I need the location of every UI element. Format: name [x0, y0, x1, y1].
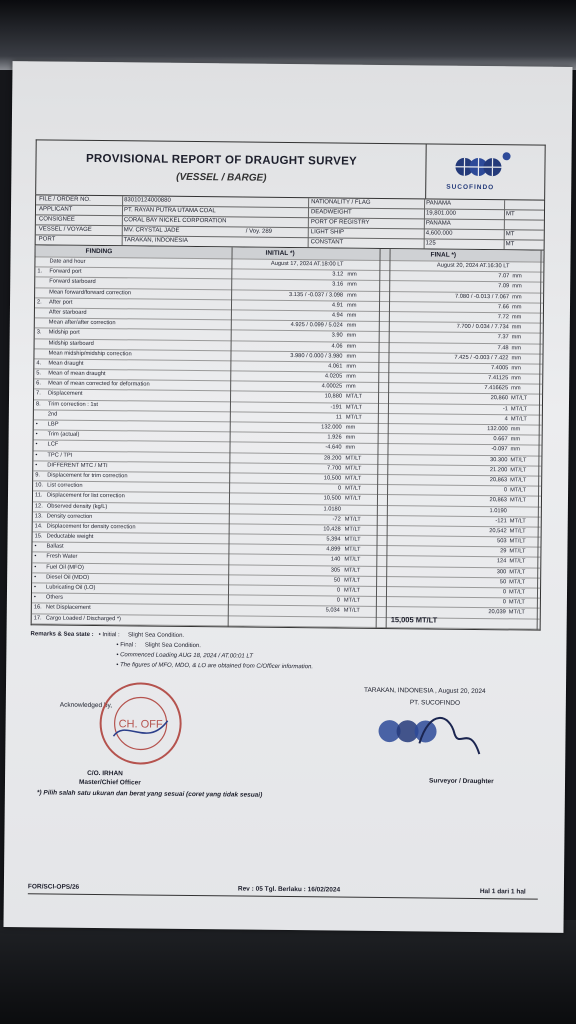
initial-value: 305 [330, 567, 341, 574]
final-value: 21.200 [489, 466, 508, 474]
initial-unit: MT/LT [344, 516, 361, 523]
info-value: MV. CRYSTAL JADE [123, 227, 180, 234]
final-unit: MT/LT [509, 538, 526, 545]
remarks-note-2: • The figures of MFO, MDO, & LO are obtained from C/Officer information. [116, 661, 314, 671]
row-number: 13. [34, 513, 43, 520]
initial-unit: MT/LT [344, 567, 361, 574]
final-unit: mm [511, 375, 521, 382]
row-number: 12. [34, 502, 43, 509]
info-value: CORAL BAY NICKEL CORPORATION [123, 217, 227, 225]
row-number: 2. [36, 299, 42, 306]
remarks-final: Slight Sea Condition. [144, 642, 201, 649]
info-label-right: PORT OF REGISTRY [310, 219, 370, 226]
final-unit: MT/LT [510, 456, 527, 464]
row-label: Midship port [48, 329, 80, 337]
info-value: 83010124000880 [124, 197, 171, 204]
final-value: -0.097 [491, 446, 508, 453]
row-number: 4. [36, 360, 42, 367]
row-number: 6. [36, 380, 41, 387]
final-value: 7.07 [498, 273, 510, 280]
remarks-initial: Slight Sea Condition. [128, 632, 185, 639]
initial-unit: mm [346, 343, 357, 350]
info-label: VESSEL / VOYAGE [38, 226, 92, 233]
initial-value: 28.200 [323, 454, 342, 462]
final-unit: mm [512, 283, 522, 290]
row-number: • [35, 421, 38, 428]
row-label: Diesel Oil (MDO) [46, 574, 90, 581]
initial-unit: mm [347, 281, 357, 289]
initial-unit: MT/LT [343, 597, 360, 604]
row-number: 16. [33, 604, 42, 611]
acknowledged-label: Acknowledged by, [59, 701, 113, 709]
initial-unit: MT/LT [345, 414, 362, 421]
initial-value: 3.90 [331, 332, 343, 339]
initial-unit: MT/LT [345, 404, 362, 411]
initial-unit: MT/LT [344, 577, 361, 584]
final-value: 7.66 [497, 303, 510, 311]
initial-value: 4.06 [331, 342, 343, 350]
initial-value: 3.980 / 0.000 / 3.980 [290, 352, 343, 360]
final-unit: MT/LT [511, 395, 528, 402]
header-final: FINAL *) [430, 251, 457, 259]
initial-value: 4.00025 [321, 383, 343, 390]
final-value: 7.37 [497, 334, 509, 341]
initial-value: 50 [333, 577, 341, 584]
final-value: August 20, 2024 AT.16:30 LT [436, 262, 510, 270]
row-number: 9. [35, 472, 40, 479]
initial-value: -72 [332, 516, 341, 523]
row-label: Displacement [48, 390, 83, 398]
initial-value: 10,500 [323, 475, 342, 482]
initial-unit: mm [346, 312, 357, 319]
row-label: Mean after/after correction [48, 319, 116, 327]
final-value: 7.700 / 0.034 / 7.734 [456, 323, 509, 331]
final-unit: mm [510, 426, 521, 433]
footnote: *) Pilih salah satu ukuran dan berat yang sesuai (coret yang tidak sesuai) [36, 789, 263, 799]
final-value: 30.300 [489, 456, 508, 463]
row-label: After starboard [48, 309, 87, 316]
row-label: Forward port [49, 268, 82, 276]
row-label: Mean of mean draught [48, 370, 106, 378]
row-label: 2nd [47, 411, 58, 418]
final-unit: MT/LT [508, 599, 525, 606]
final-unit: mm [511, 324, 522, 331]
final-value: 124 [496, 558, 507, 565]
final-unit: MT/LT [510, 405, 527, 413]
initial-value: 1.926 [327, 434, 342, 441]
initial-value: 0 [336, 597, 340, 604]
info-unit: MT [505, 241, 515, 248]
final-value: 7.4005 [490, 364, 509, 372]
row-number: 14. [34, 523, 43, 530]
initial-unit: mm [345, 424, 356, 431]
info-unit: MT [505, 211, 515, 218]
final-unit: MT/LT [509, 518, 526, 525]
final-unit: mm [512, 273, 522, 280]
initial-unit: MT/LT [345, 465, 362, 472]
initial-unit: MT/LT [343, 607, 360, 615]
info-label: CONSIGNEE [38, 216, 75, 223]
row-number: • [35, 451, 38, 458]
initial-value: -4.640 [325, 444, 342, 451]
header-initial: INITIAL *) [265, 249, 295, 258]
final-value: 300 [496, 568, 507, 575]
info-unit: MT [505, 231, 515, 238]
final-value: 50 [499, 579, 507, 586]
final-value: 0.667 [493, 436, 508, 443]
vessel-info-grid [35, 194, 546, 250]
report-content [29, 139, 546, 799]
row-label: Forward starboard [49, 278, 96, 286]
final-unit: MT/LT [510, 477, 527, 484]
info-value: TARAKAN, INDONESIA [123, 237, 188, 244]
initial-unit: mm [346, 383, 356, 390]
report-header [35, 139, 546, 199]
row-label: Mean forward/forward correction [49, 289, 132, 296]
background-top [0, 0, 576, 70]
initial-value: 7.700 [327, 465, 342, 472]
row-label: Deductable weight [46, 533, 94, 541]
background-bottom [0, 920, 576, 1024]
info-label-right: CONSTANT [310, 239, 344, 246]
final-value: 132.000 [487, 426, 508, 433]
final-unit: MT/LT [510, 467, 527, 474]
initial-unit: MT/LT [344, 557, 361, 564]
initial-value: 132.000 [321, 424, 342, 431]
final-value: 7.41125 [488, 375, 509, 382]
surveyor-signature-icon [359, 703, 490, 764]
row-label: Fuel Oil (MFO) [46, 564, 84, 571]
logo-box [425, 144, 545, 199]
info-value-right: PANAMA [426, 200, 452, 207]
info-value-right: PANAMA [425, 220, 451, 227]
final-value: 1.0190 [489, 507, 507, 514]
info-label-right: NATIONALITY / FLAG [311, 199, 371, 206]
final-value: 0 [503, 487, 508, 494]
info-voyage: / Voy. 289 [245, 228, 273, 235]
final-unit: MT/LT [509, 548, 526, 555]
row-label: Mean midship/midship correction [48, 350, 132, 358]
info-label: FILE / ORDER NO. [39, 196, 91, 203]
initial-value: -191 [330, 404, 342, 411]
final-unit: mm [511, 304, 522, 311]
info-value: PT. RAYAN PUTRA UTAMA COAL [123, 207, 216, 215]
remarks-label: Remarks & Sea state : [30, 631, 94, 638]
initial-unit: MT/LT [344, 546, 361, 554]
final-value: 20,542 [489, 527, 507, 535]
row-number: 7. [36, 390, 41, 397]
initial-unit: MT/LT [343, 587, 361, 594]
row-number: • [34, 543, 37, 550]
final-unit: mm [511, 314, 522, 321]
initial-unit: mm [346, 363, 356, 370]
final-value: 20,863 [489, 497, 508, 504]
initial-value: 11 [335, 414, 342, 421]
row-label: Others [45, 594, 64, 601]
initial-value: 5,394 [326, 536, 341, 543]
initial-value: 0 [336, 587, 341, 594]
info-value-right: 4,600.000 [425, 230, 453, 237]
row-number: • [35, 431, 38, 438]
initial-value: 3.16 [332, 281, 344, 288]
initial-value: 10,880 [324, 393, 343, 400]
page-footer [27, 883, 538, 896]
row-label: Fresh Water [46, 553, 78, 561]
final-unit: MT/LT [509, 497, 527, 504]
final-unit: mm [511, 344, 522, 351]
initial-value: 3.135 / -0.037 / 3.098 [289, 291, 344, 299]
initial-unit: mm [347, 271, 357, 278]
company-name: PT. SUCOFINDO [409, 699, 461, 707]
form-code: FOR/SCI-OPS/26 [27, 883, 80, 891]
row-label: Cargo Loaded / Discharged *) [45, 615, 121, 622]
initial-unit: mm [345, 444, 356, 452]
initial-unit: MT/LT [344, 536, 361, 543]
initial-value: 140 [330, 556, 341, 563]
initial-value: August 17, 2024 AT.18:00 LT [270, 260, 344, 268]
initial-value: 0 [337, 485, 342, 492]
final-value: 7.416625 [484, 385, 509, 392]
final-value: 20,860 [490, 395, 509, 402]
officer-title: Master/Chief Officer [78, 778, 141, 787]
final-unit: MT/LT [508, 609, 525, 616]
final-value: 7.080 / -0.013 / 7.067 [455, 293, 510, 300]
row-number: 1. [37, 268, 43, 275]
row-label: Mean draught [48, 360, 84, 367]
row-label: Midship starboard [48, 339, 94, 347]
final-value: 7.425 / -0.003 / 7.422 [454, 354, 509, 361]
row-number: • [33, 594, 36, 601]
initial-value: 4.91 [331, 302, 344, 309]
info-value-right: 125 [425, 240, 436, 247]
initial-unit: mm [347, 292, 357, 299]
initial-unit: MT/LT [344, 526, 361, 533]
initial-value: 4.061 [328, 363, 343, 370]
final-value: 0 [502, 599, 506, 606]
remarks-note-1: • Commenced Loading AUG 18, 2024 / AT.00:01 LT [116, 651, 254, 660]
initial-unit: mm [345, 434, 356, 441]
initial-unit: MT/LT [345, 455, 362, 462]
final-unit: mm [511, 334, 522, 341]
info-value-right: 19,801.000 [425, 210, 457, 217]
row-label: Displacement for density correction [46, 523, 136, 531]
remarks-final-label: • Final : [116, 641, 137, 649]
page-number: Hal 1 dari 1 hal [479, 888, 526, 896]
footer-line [28, 893, 538, 899]
row-number: 10. [35, 482, 44, 489]
final-unit: mm [511, 355, 521, 362]
initial-unit: MT/LT [345, 475, 362, 482]
row-label: TPC / TPI [47, 452, 73, 459]
final-unit: MT/LT [509, 568, 526, 576]
row-number: • [34, 553, 37, 560]
signature-section [29, 669, 540, 799]
row-label: Observed density (kg/L) [46, 502, 108, 510]
initial-unit: mm [346, 332, 357, 340]
final-unit: MT/LT [509, 558, 526, 565]
row-number: 5. [36, 370, 42, 377]
initial-value: 4,899 [326, 546, 341, 553]
sucofindo-logo-icon [426, 144, 544, 185]
initial-unit: mm [346, 322, 357, 329]
initial-value: 5,034 [325, 607, 340, 614]
row-label: Trim (actual) [47, 431, 80, 438]
final-unit: mm [510, 436, 521, 443]
info-label: PORT [38, 236, 56, 243]
initial-value: 10,500 [323, 495, 342, 502]
document-paper [3, 61, 572, 933]
place-date: TARAKAN, INDONESIA , August 20, 2024 [363, 686, 486, 695]
initial-unit: mm [346, 373, 356, 380]
logo-wordmark: SUCOFINDO [446, 183, 495, 192]
final-value: 20,039 [488, 609, 506, 616]
initial-value [230, 616, 340, 617]
initial-unit: MT/LT [345, 485, 362, 492]
surveyor-title: Surveyor / Draughter [428, 777, 494, 785]
row-label: Mean of mean corrected for deformation [48, 380, 150, 388]
draught-table [31, 245, 545, 630]
initial-unit: MT/LT [344, 495, 362, 503]
row-label: Displacement for list correction [46, 492, 125, 500]
initial-unit: mm [346, 302, 357, 309]
row-number: • [34, 574, 37, 581]
report-title: PROVISIONAL REPORT OF DRAUGHT SURVEY [85, 152, 358, 168]
initial-value: 1.0180 [323, 505, 341, 513]
initial-value: 4.0205 [324, 373, 343, 380]
row-label: Ballast [46, 543, 64, 550]
cargo-total: 15,005 MT/LT [390, 614, 438, 625]
row-number: 8. [35, 400, 41, 408]
final-value: 7.09 [498, 283, 510, 290]
row-label: Displacement for trim correction [47, 472, 128, 480]
final-unit: mm [511, 365, 521, 372]
final-value: -121 [495, 517, 507, 524]
row-number: • [34, 584, 37, 591]
row-label: LBP [47, 421, 59, 428]
row-label: After port [48, 299, 73, 306]
info-label-right: DEADWEIGHT [310, 209, 352, 216]
row-label: Net Displacement [45, 604, 91, 612]
row-number: 17. [33, 614, 42, 621]
revision: Rev : 05 Tgl. Berlaku : 16/02/2024 [237, 885, 341, 894]
final-value: 7.72 [497, 314, 509, 321]
row-number: • [35, 441, 38, 448]
info-label-right: LIGHT SHIP [310, 229, 345, 236]
final-value: -1 [502, 405, 508, 412]
row-label: List correction [47, 482, 83, 489]
initial-value: 10,428 [323, 526, 341, 533]
final-value: 4 [504, 416, 508, 423]
initial-unit: MT/LT [346, 394, 363, 401]
remarks-initial-label: • Initial : [98, 631, 120, 638]
final-unit: MT/LT [510, 416, 527, 423]
initial-value: 4.925 / 0.099 / 5.024 [290, 322, 343, 329]
header-finding: FINDING [85, 247, 113, 256]
row-label: Density correction [46, 513, 93, 520]
row-number: • [35, 462, 38, 469]
row-number: • [34, 563, 37, 570]
final-value: 29 [500, 548, 507, 555]
row-label: DIFFERENT MTC / MTI [47, 462, 108, 469]
report-subtitle: (VESSEL / BARGE) [176, 171, 267, 184]
initial-value: 4.94 [331, 312, 343, 319]
row-number: 3. [36, 329, 42, 336]
row-number: 15. [34, 533, 43, 540]
final-unit: MT/LT [510, 487, 527, 494]
row-label: Trim correction : 1st [47, 401, 99, 408]
final-unit: MT/LT [509, 528, 526, 535]
initial-unit: mm [346, 353, 356, 360]
final-unit: MT/LT [509, 579, 526, 586]
final-value: 7.48 [497, 344, 509, 351]
final-unit: mm [511, 385, 521, 392]
row-label: Date and hour [49, 258, 86, 265]
row-label: LCF [47, 441, 59, 448]
final-unit: mm [510, 446, 521, 453]
row-label: Lubricating Oil (LO) [46, 584, 96, 591]
row-number: 11. [34, 492, 43, 499]
final-value: 503 [497, 538, 507, 545]
info-label: APPLICANT [38, 206, 73, 213]
officer-name: C/O. IRHAN [87, 769, 123, 778]
initial-value: 3.12 [332, 271, 344, 278]
stamp-text: CH. OFF [118, 717, 163, 731]
final-unit: MT/LT [508, 589, 526, 596]
final-value: 0 [502, 589, 507, 596]
vessel-stamp-icon [95, 678, 186, 769]
final-value: 20,863 [489, 477, 508, 484]
final-unit: mm [512, 293, 522, 300]
